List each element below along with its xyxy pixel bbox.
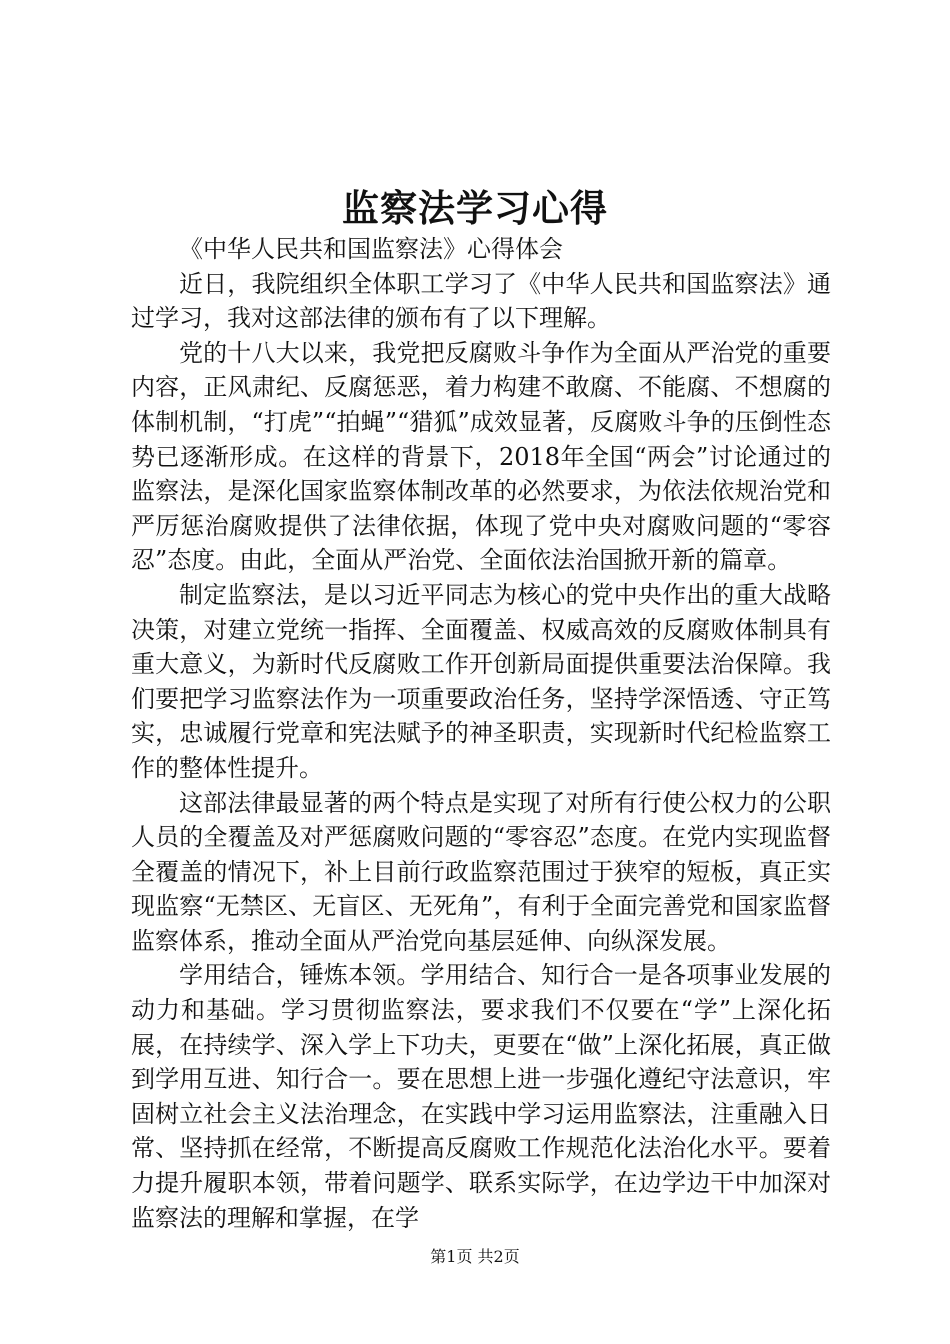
page-number-footer: 第1页 共2页 <box>430 1247 520 1266</box>
body-paragraph: 学用结合，锤炼本领。学用结合、知行合一是各项事业发展的动力和基础。学习贯彻监察法，要求我们不仅要在“学”上深化拓展，在持续学、深入学上下功夫，更要在“做”上深化拓展，真正做到学用互进、知行合一。要在思想上进一步强化遵纪守法意识，牢固树立社会主义法治理念，在实践中学习运用监察法，注重融入日常、坚持抓在经常，不断提高反腐败工作规范化法治化水平。要着力提升履职本领，带着问题学、联系实际学，在边学边干中加深对监察法的理解和掌握，在学 <box>131 961 831 1232</box>
document-body <box>131 232 831 1235</box>
subtitle-paragraph: 《中华人民共和国监察法》心得体会 <box>179 235 563 263</box>
body-paragraph: 制定监察法，是以习近平同志为核心的党中央作出的重大战略决策，对建立党统一指挥、全面覆盖、权威高效的反腐败体制具有重大意义，为新时代反腐败工作开创新局面提供重要法治保障。我们要把学习监察法作为一项重要政治任务，坚持学深悟透、守正笃实，忠诚履行党章和宪法赋予的神圣职责，实现新时代纪检监察工作的整体性提升。 <box>131 580 831 782</box>
body-paragraph: 党的十八大以来，我党把反腐败斗争作为全面从严治党的重要内容，正风肃纪、反腐惩恶，着力构建不敢腐、不能腐、不想腐的体制机制，“打虎”“拍蝇”“猎狐”成效显著，反腐败斗争的压倒性态势已逐渐形成。在这样的背景下，2018年全国“两会”讨论通过的监察法，是深化国家监察体制改革的必然要求，为依法依规治党和严厉惩治腐败提供了法律依据，体现了党中央对腐败问题的“零容忍”态度。由此，全面从严治党、全面依法治国掀开新的篇章。 <box>131 338 831 575</box>
document-title: 监察法学习心得 <box>342 186 608 230</box>
body-paragraph: 这部法律最显著的两个特点是实现了对所有行使公权力的公职人员的全覆盖及对严惩腐败问题的“零容忍”态度。在党内实现监督全覆盖的情况下，补上目前行政监察范围过于狭窄的短板，真正实现监察“无禁区、无盲区、无死角”，有利于全面完善党和国家监督监察体系，推动全面从严治党向基层延伸、向纵深发展。 <box>131 788 831 955</box>
body-paragraph: 近日，我院组织全体职工学习了《中华人民共和国监察法》通过学习，我对这部法律的颁布有了以下理解。 <box>131 269 831 333</box>
